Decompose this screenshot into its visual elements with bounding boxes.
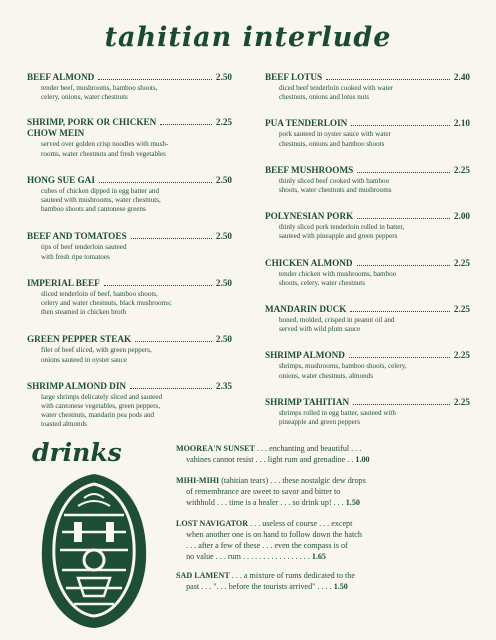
dot-leader	[357, 172, 450, 173]
menu-item-name: SHRIMP, PORK OR CHICKEN CHOW MEIN	[27, 117, 157, 139]
dot-leader	[99, 182, 212, 183]
menu-item-name: SHRIMP ALMOND DIN	[27, 380, 127, 391]
menu-item	[265, 72, 470, 102]
menu-item-description: tender beef, mushrooms, bamboo shoots, celery, onions, water chestnuts	[41, 84, 158, 102]
menu-item-price: 2.50	[215, 174, 232, 185]
menu-item-name: POLYNESIAN PORK	[265, 211, 354, 222]
menu-item-heading	[27, 381, 232, 392]
menu-item-price: 2.50	[215, 277, 232, 288]
menu-item-description: shrimps, mushrooms, bamboo shoots, celery, onions, water chestnuts, almonds	[279, 362, 407, 380]
menu-item-heading	[27, 231, 232, 242]
dot-leader	[349, 357, 450, 358]
menu-item-name: CHICKEN ALMOND	[265, 257, 353, 268]
menu-item-description: thinly sliced beef cooked with bamboo shoots, water chestnuts and mushrooms	[279, 176, 392, 195]
dot-leader	[135, 341, 212, 342]
menu-item	[265, 258, 470, 288]
menu-item	[27, 334, 232, 364]
menu-item	[265, 118, 470, 148]
menu-item-heading	[265, 258, 470, 269]
menu-item-description: cubes of chicken dipped in egg batter and sauteed with mushrooms, water chestnuts, bamboo shoots and cantonese greens	[41, 186, 161, 214]
menu-item-heading	[265, 165, 470, 176]
menu-item-heading	[27, 117, 232, 139]
menu-item-heading	[27, 334, 232, 345]
menu-title: tahitian interlude	[104, 22, 392, 53]
menu-item	[27, 117, 232, 158]
menu-item-name: SHRIMP TAHITIAN	[265, 396, 350, 407]
menu-item-price: 2.10	[453, 118, 470, 129]
menu-item-price: 2.25	[453, 164, 470, 175]
menu-item-price: 2.50	[215, 334, 232, 345]
menu-item-price: 2.25	[453, 350, 470, 361]
menu-item	[27, 175, 232, 215]
menu-item-description: pork sauteed in oyster sauce with water chestnuts, onions and bamboo shoots	[279, 130, 391, 148]
menu-item-heading	[27, 72, 232, 83]
menu-item-price: 2.50	[215, 72, 232, 82]
menu-item	[27, 231, 232, 261]
menu-item-name: GREEN PEPPER STEAK	[27, 334, 132, 345]
menu-item-price: 2.00	[453, 211, 470, 222]
menu-item-heading	[27, 278, 232, 289]
menu-item-heading	[27, 175, 232, 186]
tiki-mask-icon	[34, 470, 154, 630]
menu-item	[27, 278, 232, 318]
menu-item	[265, 211, 470, 241]
menu-item-name: IMPERIAL BEEF	[27, 277, 100, 288]
drink-item: MOOREA'N SUNSET . . . enchanting and beautiful . . . vahines cannot resist . . . light rum and grenadine . . 1.00	[176, 444, 370, 464]
dot-leader	[326, 79, 450, 80]
menu-item	[265, 304, 470, 334]
menu-item-heading	[265, 118, 470, 129]
menu-item-price: 2.40	[453, 72, 470, 82]
drink-item: LOST NAVIGATOR . . . useless of course . . . except when another one is on hand to follow down the hatch . . . after a few of these . . . even the compass is of no value . . . rum . . . . . . . . . . . . . . . . . 1.65	[176, 519, 362, 561]
dot-leader	[357, 218, 450, 219]
right-menu-column	[265, 72, 470, 427]
menu-item-name: PUA TENDERLOIN	[265, 118, 348, 129]
menu-item-heading	[265, 350, 470, 361]
menu-item-description: thinly sliced pork tenderloin rolled in batter, sauteed with pineapple and green peppers	[279, 223, 405, 241]
drinks-heading: drinks	[32, 438, 122, 467]
menu-item-name: SHRIMP ALMOND	[265, 350, 345, 361]
dot-leader	[353, 404, 450, 405]
menu-item	[265, 397, 470, 427]
dot-leader	[357, 265, 450, 266]
dot-leader	[350, 311, 450, 312]
menu-item-description: shrimps rolled in egg batter, sauteed with pineapple and green peppers	[279, 408, 396, 427]
menu-item-name: BEEF ALMOND	[27, 72, 95, 82]
menu-item	[27, 72, 232, 102]
dot-leader	[131, 238, 212, 239]
menu-item-name: BEEF MUSHROOMS	[265, 164, 354, 175]
menu-item-price: 2.35	[215, 380, 232, 391]
menu-item-heading	[265, 211, 470, 222]
menu-item-name: BEEF LOTUS	[265, 72, 323, 82]
menu-item-name: HONG SUE GAI	[27, 174, 95, 185]
menu-item-description: tips of beef tenderloin sauteed with fresh ripe tomatoes	[41, 243, 127, 261]
menu-item	[265, 165, 470, 195]
menu-item-price: 2.50	[215, 231, 232, 242]
dot-leader	[98, 79, 212, 80]
menu-item-heading	[265, 304, 470, 315]
menu-item-description: served over golden crisp noodles with mush- rooms, water chestnuts and fresh vegetables	[41, 140, 169, 158]
menu-item-description: filet of beef sliced, with green peppers, onions sauteed in oyster sauce	[41, 346, 152, 364]
menu-item-description: boned, molded, crisped in peanut oil and served with wild plum sauce	[279, 316, 395, 334]
dot-leader	[130, 388, 212, 389]
menu-item-description: sliced tenderloin of beef, bamboo shoots, celery and water chestnuts, black mushrooms; then steamed in chicken broth	[41, 289, 172, 317]
menu-item-heading	[265, 72, 470, 83]
menu-item-description: tender chicken with mushrooms, bamboo shoots, celery, water chestnuts	[279, 269, 397, 287]
menu-item-description: diced beef tenderloin cooked with water chestnuts, onions and lotus nuts	[279, 84, 394, 102]
dot-leader	[160, 124, 212, 125]
menu-item-name: MANDARIN DUCK	[265, 304, 347, 315]
menu-item-description: large shrimps delicately sliced and sauteed with cantonese vegetables, green peppers, water chestnuts, mandarin pea pods and toasted almonds	[41, 392, 163, 429]
menu-item-price: 2.25	[453, 304, 470, 315]
dot-leader	[351, 125, 450, 126]
menu-item-price: 2.25	[453, 396, 470, 407]
menu-item-heading	[265, 397, 470, 408]
menu-item-name: BEEF AND TOMATOES	[27, 231, 127, 242]
menu-item-price: 2.25	[215, 117, 232, 128]
dot-leader	[104, 285, 212, 286]
menu-item	[27, 381, 232, 430]
left-menu-column	[27, 72, 232, 430]
drink-item: MIHI-MIHI (tahitian tears) . . . these nostalgic dew drops of remembrance are sweet to savor and bitter to withhold . . . time is a healer . . . so drink up! . . . 1.50	[176, 476, 366, 507]
drink-item: SAD LAMENT . . . a mixture of rums dedicated to the past . . . ". . . before the tourists arrived" . . . . 1.50	[176, 571, 355, 591]
menu-item-price: 2.25	[453, 257, 470, 268]
menu-item	[265, 350, 470, 380]
